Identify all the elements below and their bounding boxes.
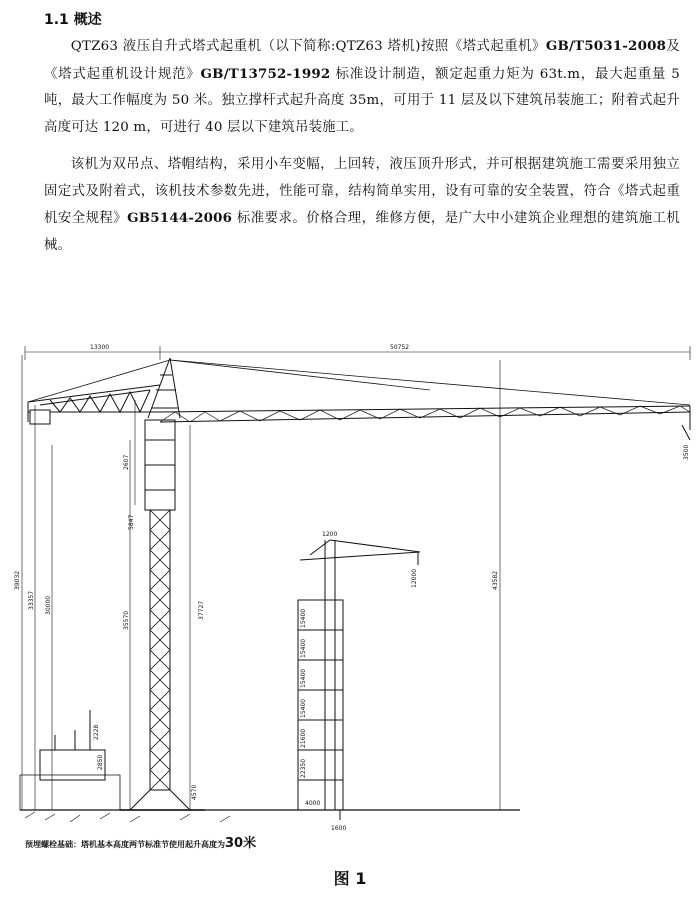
building-section	[298, 540, 420, 820]
dim-seg-2: 15400	[300, 638, 307, 658]
dim-base-width: 1600	[331, 825, 347, 832]
note-text: 预埋螺栓基础：塔机基本高度两节标准节使用起升高度为	[25, 840, 225, 849]
main-jib	[160, 406, 690, 440]
dim-height-b: 33357	[28, 590, 35, 610]
section-title: 概述	[73, 12, 102, 28]
dim-small-jib: 12000	[411, 568, 418, 588]
para1-text-2: 及《塔式起重机设计规范》	[44, 39, 680, 82]
dim-seg-bottom: 4000	[305, 800, 321, 807]
dim-seg-5: 21600	[300, 728, 307, 748]
section-number: 1.1	[44, 12, 69, 28]
para2-text-1: 该机为双吊点、塔帽结构，采用小车变幅，上回转，液压顶升形式，并可根据建筑施工需要采用独立固定式及附着式，该机技术参数先进，性能可靠，结构简单实用，设有可靠的安全装置，符合《塔式起重机安全规程》	[44, 157, 680, 226]
note-value: 30	[225, 836, 244, 851]
dim-hook: 3500	[683, 444, 690, 460]
dim-seg-4: 15400	[300, 698, 307, 718]
dim-jib: 50752	[390, 344, 410, 351]
ground-line	[20, 810, 520, 822]
height-dimensions	[22, 355, 500, 810]
dim-height-total: 39032	[14, 570, 21, 590]
figure-caption: 图 1	[333, 869, 367, 888]
dim-ground: 4570	[191, 784, 198, 800]
tower-mast	[120, 420, 205, 810]
crane-drawing	[0, 330, 700, 850]
dim-base-b: 2850	[97, 754, 104, 770]
note-unit: 米	[243, 836, 257, 851]
dim-seg-6: 22350	[300, 758, 307, 778]
dim-height-d: 35570	[123, 610, 130, 630]
crane-drawing-svg	[0, 330, 700, 850]
section-heading	[44, 9, 102, 29]
para2-text-2: 标准要求。价格合理，维修方便，是广大中小建筑企业理想的建筑施工机械。	[44, 211, 681, 253]
figure-note	[25, 832, 256, 851]
paragraph-overview	[44, 33, 680, 141]
dim-head-b: 5847	[128, 514, 135, 530]
paragraph-features	[44, 152, 680, 259]
para1-standard-1: GB/T5031-2008	[545, 38, 667, 54]
dim-height-c: 30000	[45, 595, 52, 615]
tower-head	[148, 358, 180, 418]
dim-seg-3: 15400	[300, 668, 307, 688]
dim-counter-jib: 13300	[90, 344, 110, 351]
counter-jib	[28, 385, 160, 424]
dim-head-a: 2607	[123, 454, 130, 470]
dim-base-a: 2228	[93, 724, 100, 740]
para1-text-3: 标准设计制造，额定起重力矩为 63t.m，最大起重量 5 吨，最大工作幅度为 50 米。独立撑杆式起升高度 35m，可用于 11 层及以下建筑吊装施工；附着式起升高度可达 120 m，可进行 40 层以下建筑吊装施工。	[44, 66, 681, 135]
para1-standard-2: GB/T13752-1992	[200, 65, 331, 82]
dim-height-building: 43582	[492, 570, 499, 590]
dim-height-e: 37727	[198, 600, 205, 620]
dim-small-crane-top: 1200	[322, 531, 338, 538]
para2-standard-1: GB5144-2006	[127, 210, 233, 226]
para1-text-1: QTZ63 液压自升式塔式起重机（以下简称:QTZ63 塔机)按照《塔式起重机》	[70, 39, 546, 54]
dim-seg-1: 15400	[300, 608, 307, 628]
